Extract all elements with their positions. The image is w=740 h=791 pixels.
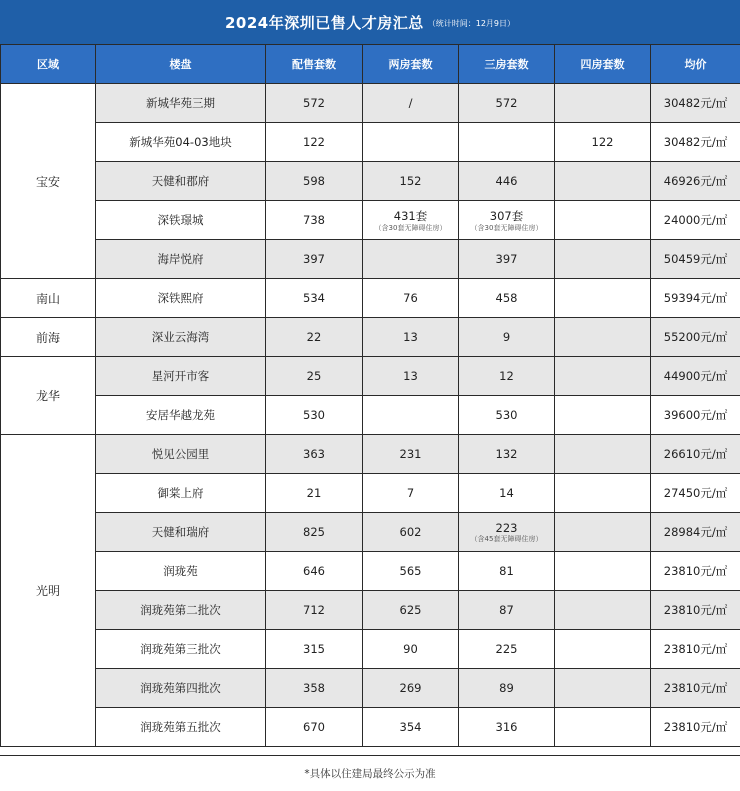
table-row [1,279,740,318]
three-room-note: （含45套无障碍住房） [459,535,554,544]
project-cell: 新城华苑04-03地块 [96,123,266,162]
table-row [1,552,740,591]
three-room-cell [459,123,555,162]
avg-price-cell: 26610元/㎡ [651,435,740,474]
header-region: 区域 [1,45,96,84]
region-cell-longhua: 龙华 [1,357,96,435]
four-room-cell [555,201,651,240]
four-room-cell [555,513,651,552]
two-room-value: 431套 [394,209,427,223]
total-units-cell: 358 [266,669,363,708]
project-cell: 新城华苑三期 [96,84,266,123]
project-cell: 星河开市客 [96,357,266,396]
avg-price-cell: 50459元/㎡ [651,240,740,279]
three-room-cell: 225 [459,630,555,669]
four-room-cell [555,318,651,357]
table-row [1,318,740,357]
avg-price-cell: 23810元/㎡ [651,669,740,708]
header-avg-price: 均价 [651,45,740,84]
two-room-cell [363,201,459,240]
two-room-cell [363,240,459,279]
avg-price-cell: 30482元/㎡ [651,84,740,123]
total-units-cell: 530 [266,396,363,435]
total-units-cell: 825 [266,513,363,552]
total-units-cell: 598 [266,162,363,201]
total-units-cell: 670 [266,708,363,747]
table-row [1,201,740,240]
total-units-cell: 397 [266,240,363,279]
three-room-cell [459,201,555,240]
two-room-note: （含30套无障碍住房） [363,224,458,233]
project-cell: 御棠上府 [96,474,266,513]
three-room-cell: 14 [459,474,555,513]
header-three-room-units: 三房套数 [459,45,555,84]
three-room-cell [459,513,555,552]
two-room-cell: 354 [363,708,459,747]
table-row [1,435,740,474]
total-units-cell: 21 [266,474,363,513]
three-room-cell: 81 [459,552,555,591]
table-row [1,396,740,435]
title-banner [0,0,740,45]
four-room-cell [555,396,651,435]
table-header [1,45,740,84]
table-row [1,162,740,201]
three-room-cell: 458 [459,279,555,318]
two-room-cell: 231 [363,435,459,474]
avg-price-cell: 46926元/㎡ [651,162,740,201]
region-cell-qianhai: 前海 [1,318,96,357]
two-room-cell: 269 [363,669,459,708]
total-units-cell: 22 [266,318,363,357]
three-room-cell: 9 [459,318,555,357]
avg-price-cell: 23810元/㎡ [651,630,740,669]
table-row [1,708,740,747]
table-row [1,591,740,630]
avg-price-cell: 55200元/㎡ [651,318,740,357]
region-cell-guangming: 光明 [1,435,96,747]
table-row [1,513,740,552]
two-room-cell: 76 [363,279,459,318]
project-cell: 深铁熙府 [96,279,266,318]
total-units-cell: 712 [266,591,363,630]
region-cell-nanshan: 南山 [1,279,96,318]
project-cell: 安居华越龙苑 [96,396,266,435]
avg-price-cell: 23810元/㎡ [651,708,740,747]
footnote: *具体以住建局最终公示为准 [0,755,740,791]
total-units-cell: 25 [266,357,363,396]
three-room-cell: 572 [459,84,555,123]
total-units-cell: 738 [266,201,363,240]
avg-price-cell: 28984元/㎡ [651,513,740,552]
table-row [1,630,740,669]
avg-price-cell: 23810元/㎡ [651,552,740,591]
project-cell: 悦见公园里 [96,435,266,474]
table-row [1,240,740,279]
four-room-cell [555,240,651,279]
three-room-note: （含30套无障碍住房） [459,224,554,233]
three-room-cell: 397 [459,240,555,279]
two-room-cell [363,123,459,162]
header-two-room-units: 两房套数 [363,45,459,84]
four-room-cell [555,162,651,201]
total-units-cell: 122 [266,123,363,162]
project-cell: 润珑苑第五批次 [96,708,266,747]
three-room-value: 307套 [490,209,523,223]
three-room-cell: 12 [459,357,555,396]
total-units-cell: 572 [266,84,363,123]
three-room-cell: 316 [459,708,555,747]
table-row [1,669,740,708]
avg-price-cell: 24000元/㎡ [651,201,740,240]
three-room-value: 223 [496,521,518,535]
two-room-cell: 565 [363,552,459,591]
avg-price-cell: 27450元/㎡ [651,474,740,513]
project-cell: 天健和郡府 [96,162,266,201]
project-cell: 润珑苑第四批次 [96,669,266,708]
four-room-cell [555,630,651,669]
three-room-cell: 87 [459,591,555,630]
avg-price-cell: 44900元/㎡ [651,357,740,396]
project-cell: 润珑苑第三批次 [96,630,266,669]
project-cell: 深业云海湾 [96,318,266,357]
talent-housing-table [0,44,740,747]
table-row [1,474,740,513]
two-room-cell: / [363,84,459,123]
four-room-cell [555,591,651,630]
table-row [1,84,740,123]
stat-date-note: （统计时间：12月9日） [428,18,515,29]
total-units-cell: 534 [266,279,363,318]
three-room-cell: 530 [459,396,555,435]
two-room-cell [363,396,459,435]
two-room-cell: 152 [363,162,459,201]
header-four-room-units: 四房套数 [555,45,651,84]
project-cell: 深铁璟城 [96,201,266,240]
table-row [1,123,740,162]
two-room-cell: 7 [363,474,459,513]
two-room-cell: 13 [363,318,459,357]
four-room-cell [555,435,651,474]
avg-price-cell: 30482元/㎡ [651,123,740,162]
two-room-cell: 602 [363,513,459,552]
table-body [1,84,740,747]
four-room-cell: 122 [555,123,651,162]
project-cell: 润珑苑 [96,552,266,591]
two-room-cell: 13 [363,357,459,396]
page-title: 2024年深圳已售人才房汇总 [225,12,424,33]
four-room-cell [555,474,651,513]
four-room-cell [555,84,651,123]
avg-price-cell: 39600元/㎡ [651,396,740,435]
project-cell: 海岸悦府 [96,240,266,279]
four-room-cell [555,708,651,747]
total-units-cell: 315 [266,630,363,669]
total-units-cell: 363 [266,435,363,474]
three-room-cell: 446 [459,162,555,201]
three-room-cell: 132 [459,435,555,474]
four-room-cell [555,669,651,708]
avg-price-cell: 59394元/㎡ [651,279,740,318]
avg-price-cell: 23810元/㎡ [651,591,740,630]
header-total-units: 配售套数 [266,45,363,84]
three-room-cell: 89 [459,669,555,708]
two-room-cell: 90 [363,630,459,669]
header-row [1,45,740,84]
four-room-cell [555,279,651,318]
project-cell: 天健和瑞府 [96,513,266,552]
table-row [1,357,740,396]
two-room-cell: 625 [363,591,459,630]
project-cell: 润珑苑第二批次 [96,591,266,630]
four-room-cell [555,357,651,396]
total-units-cell: 646 [266,552,363,591]
region-cell-baoan: 宝安 [1,84,96,279]
header-project: 楼盘 [96,45,266,84]
four-room-cell [555,552,651,591]
